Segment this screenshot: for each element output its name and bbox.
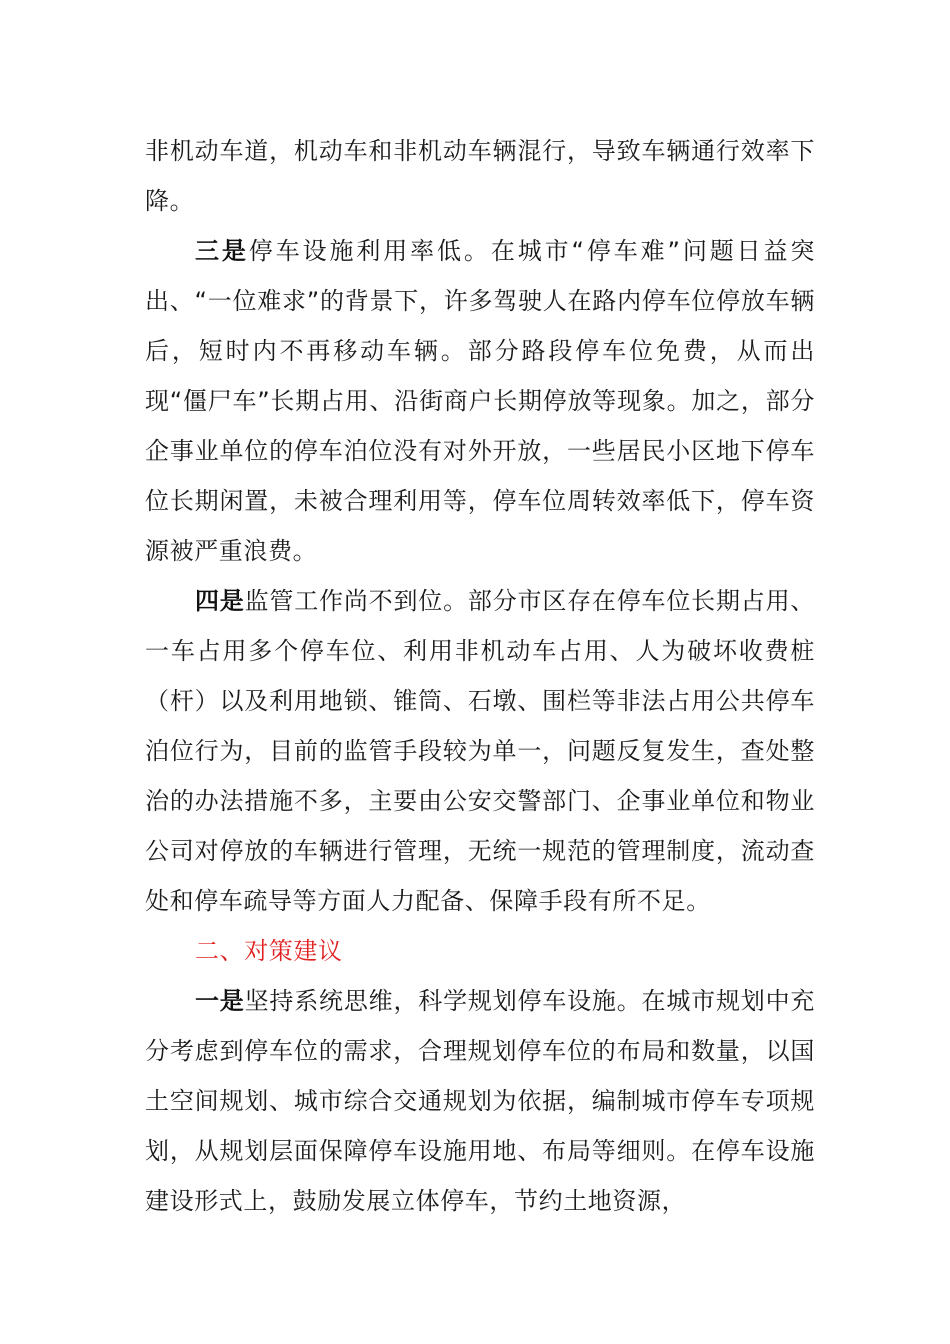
paragraph-point-one [145,976,815,1226]
paragraph-lead: 三是 [195,237,249,265]
paragraph-text: 监管工作尚不到位。部分市区存在停车位长期占用、一车占用多个停车位、利用非机动车占用、人为破坏收费桩（杆）以及利用地锁、锥筒、石墩、围栏等非法占用公共停车泊位行为，目前的监管手段较为单一，问题反复发生，查处整治的办法措施不多，主要由公安交警部门、企事业单位和物业公司对停放的车辆进行管理，无统一规范的管理制度，流动查处和停车疏导等方面人力配备、保障手段有所不足。 [145,587,815,915]
paragraph-text: 坚持系统思维，科学规划停车设施。在城市规划中充分考虑到停车位的需求，合理规划停车位的布局和数量，以国土空间规划、城市综合交通规划为依据，编制城市停车专项规划，从规划层面保障停车设施用地、布局等细则。在停车设施建设形式上，鼓励发展立体停车，节约土地资源， [145,987,815,1215]
paragraph-point-three [145,226,815,576]
paragraph-lead: 四是 [195,587,245,615]
paragraph-text: 非机动车道，机动车和非机动车辆混行，导致车辆通行效率下降。 [145,137,815,215]
paragraph-text: 停车设施利用率低。在城市“停车难”问题日益突出、“一位难求”的背景下，许多驾驶人在路内停车位停放车辆后，短时内不再移动车辆。部分路段停车位免费，从而出现“僵尸车”长期占用、沿街商户长期停放等现象。加之，部分企事业单位的停车泊位没有对外开放，一些居民小区地下停车位长期闲置，未被合理利用等，停车位周转效率低下，停车资源被严重浪费。 [145,237,815,565]
section-heading: 二、对策建议 [195,937,343,965]
paragraph-lead: 一是 [195,987,245,1015]
paragraph-continuation [145,126,815,226]
paragraph-point-four [145,576,815,926]
document-body [145,126,815,1226]
